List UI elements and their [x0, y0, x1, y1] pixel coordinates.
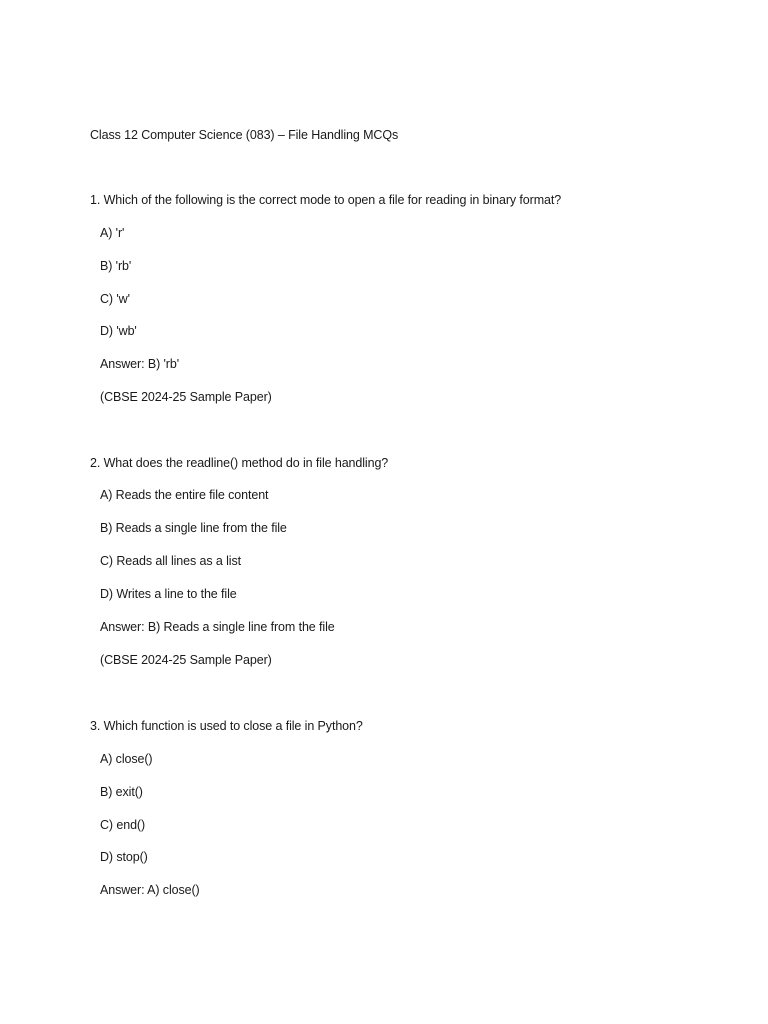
source-note: (CBSE 2024-25 Sample Paper) [100, 390, 272, 404]
answer-text: Answer: A) close() [100, 883, 200, 897]
option-c: C) Reads all lines as a list [100, 554, 242, 568]
option-b: B) exit() [100, 785, 143, 799]
question-text: 2. What does the readline() method do in file handling? [90, 456, 389, 470]
option-a: A) Reads the entire file content [100, 488, 269, 502]
answer-text: Answer: B) 'rb' [100, 357, 179, 371]
option-c: C) end() [100, 818, 146, 832]
answer-text: Answer: B) Reads a single line from the file [100, 620, 335, 634]
option-b: B) 'rb' [100, 259, 132, 273]
question-text: 1. Which of the following is the correct mode to open a file for reading in binary format? [90, 193, 562, 207]
option-c: C) 'w' [100, 292, 130, 306]
document-title: Class 12 Computer Science (083) – File Handling MCQs [90, 128, 399, 142]
option-a: A) 'r' [100, 226, 125, 240]
option-b: B) Reads a single line from the file [100, 521, 287, 535]
option-d: D) Writes a line to the file [100, 587, 237, 601]
question-text: 3. Which function is used to close a file in Python? [90, 719, 363, 733]
option-d: D) stop() [100, 850, 148, 864]
source-note: (CBSE 2024-25 Sample Paper) [100, 653, 272, 667]
option-d: D) 'wb' [100, 324, 137, 338]
option-a: A) close() [100, 752, 153, 766]
